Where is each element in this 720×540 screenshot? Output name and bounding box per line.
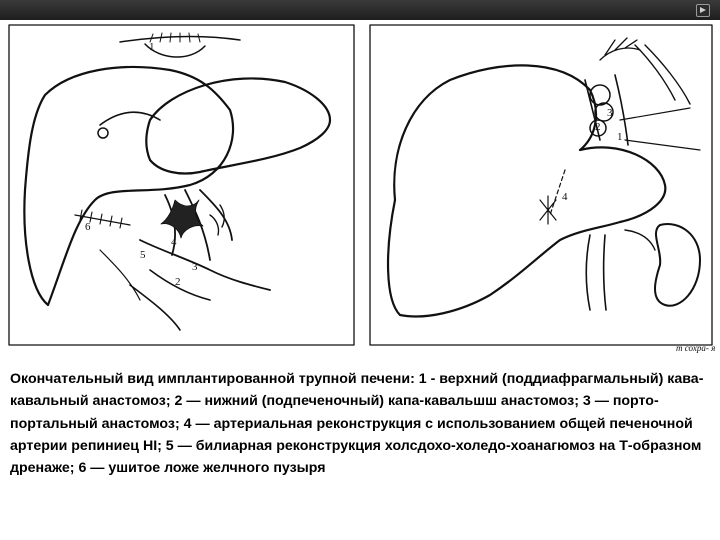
label-2: 2 [595,121,601,133]
slide-caption: Окончательный вид имплантированной трупной печени: 1 - верхний (поддиафрагмальный) кава-кавальный анастомоз; 2 — нижний (подпеченочный) капа-кавальшш анастомоз; 3 — порто-портальный анастомоз; 4 — артериальная реконструкция с использованием общей печеночной артерии репиниец HI; 5 — билиарная реконструкция холсдохо-холедо-хоанагюмоз на Т-образном дренаже; 6 — ушитое ложе желчного пузыря [10,371,704,477]
label-4: 4 [562,191,568,203]
label-2: 2 [175,276,181,288]
left-labels [85,41,198,288]
label-1: 1 [617,131,623,143]
label-5: 5 [140,249,146,261]
corner-note: т сохра- я [676,343,716,353]
slide-menu-icon[interactable] [696,4,710,17]
liver-transplant-figure [0,20,720,360]
slide-top-bar [0,0,720,20]
label-3: 3 [192,261,198,273]
label-4: 4 [171,236,177,248]
right-illustration [370,25,712,345]
left-illustration [9,25,354,345]
label-6: 6 [85,221,91,233]
label-3: 3 [607,107,613,119]
label-1: 1 [149,41,155,53]
